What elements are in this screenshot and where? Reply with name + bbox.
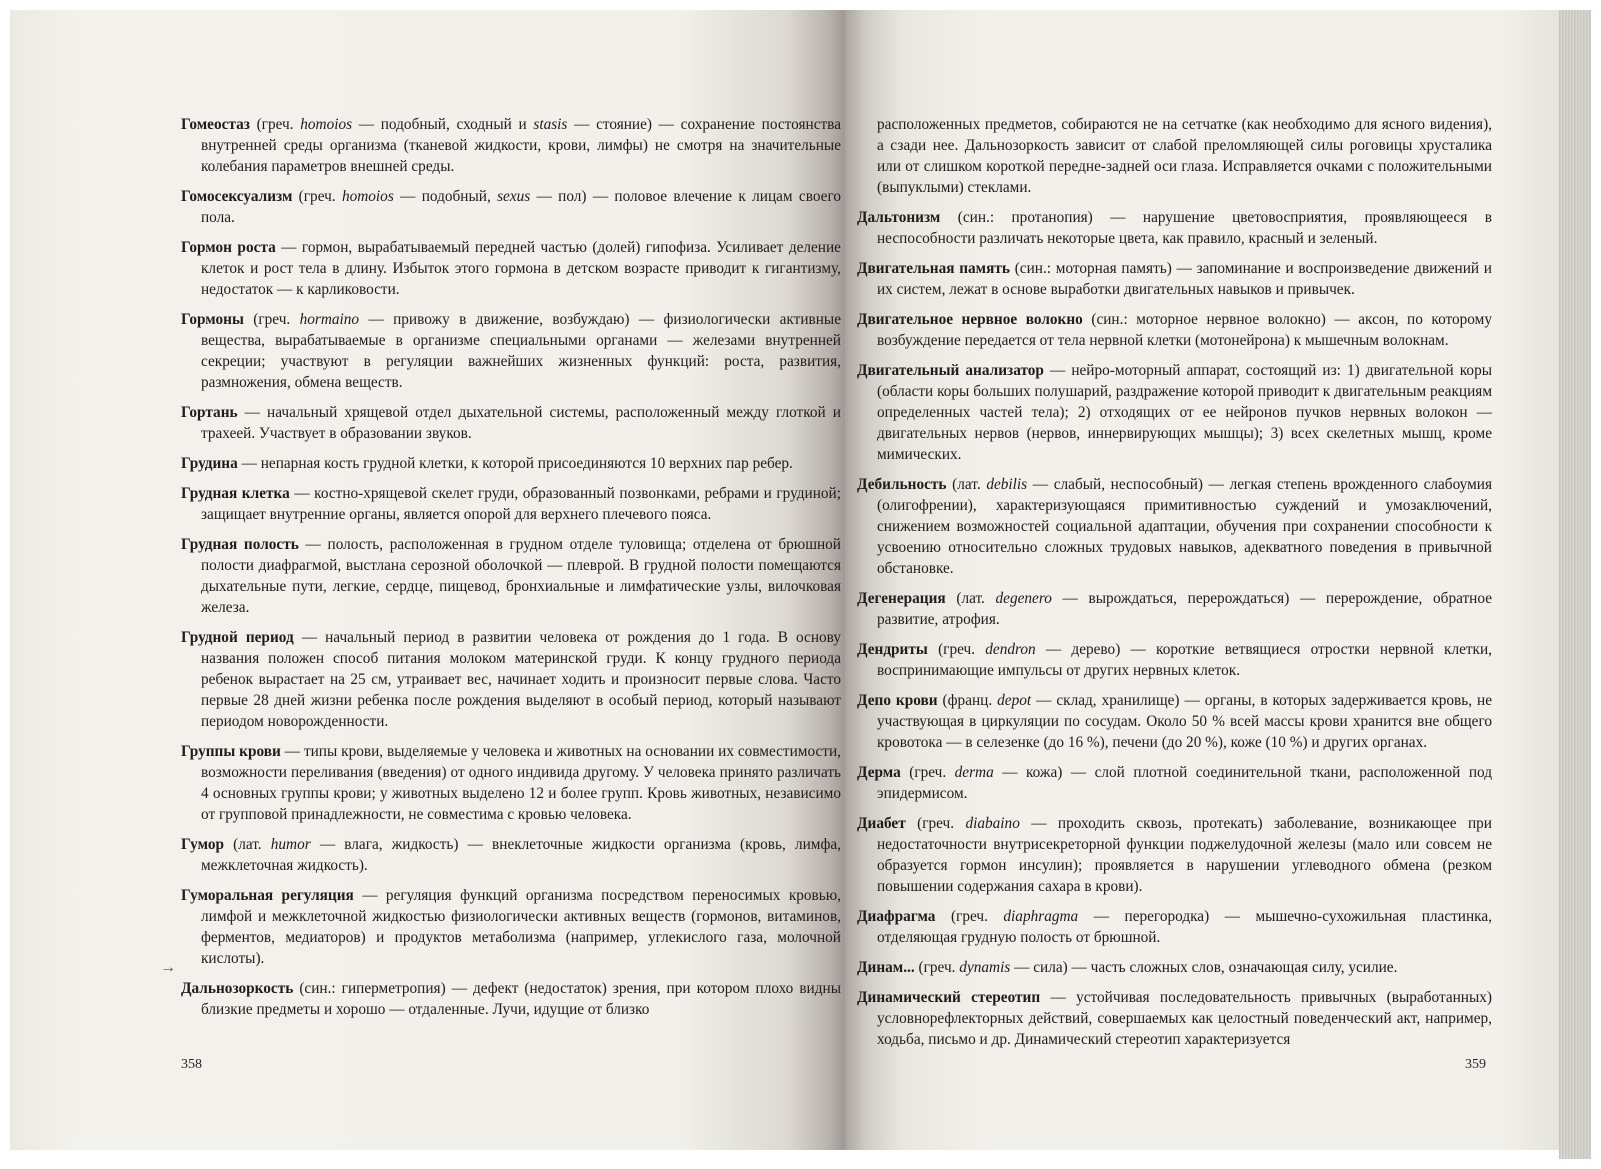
etymology-word: depot — [997, 692, 1032, 709]
glossary-entry — [857, 309, 1492, 351]
entry-definition: — регуляция функций организма посредством переносимых кровью, лимфой и межклеточной жидкостью физиологически активных веществ (гормонов, витаминов, ферментов, медиаторов) и продуктов метаболизма (например, углекислого газа, молочной кислоты). — [201, 887, 841, 967]
entry-term: Гуморальная регуляция — [181, 887, 354, 904]
page-edges — [1559, 10, 1591, 1159]
entry-definition: — кожа) — слой плотной соединительной ткани, расположенной под эпидермисом. — [877, 764, 1492, 802]
entry-term: Гортань — [181, 404, 238, 421]
right-page — [845, 10, 1559, 1150]
entry-term: Грудной период — [181, 629, 294, 646]
entry-term: Динам... — [857, 959, 915, 976]
entry-definition: — непарная кость грудной клетки, к которой присоединяются 10 верхних пар ребер. — [237, 455, 793, 472]
entry-definition: — сила) — часть сложных слов, означающая силу, усилие. — [1010, 959, 1398, 976]
entry-term: Дендриты — [857, 641, 928, 658]
entry-term: Грудина — [181, 455, 238, 472]
entry-definition: (син.: моторное нервное волокно) — аксон, по которому возбуждение передается от тела нервной клетки (мотонейрона) к мышечным волокнам. — [877, 311, 1492, 349]
entry-definition: — влага, жидкость) — внеклеточные жидкости организма (кровь, лимфа, межклеточная жидкость). — [201, 836, 841, 874]
entry-definition: — типы крови, выделяемые у человека и животных на основании их совместимости, возможности переливания (введения) от одного индивида другому. У человека принято различать 4 основных группы крови; у животных выделено 12 и более групп. Кровь животных, независимо от групповой принадлежности, не совместима с кровью человека. — [201, 743, 841, 823]
entry-term: Дегенерация — [857, 590, 946, 607]
entry-definition: (греч. — [935, 908, 1004, 925]
entry-definition: (греч. — [292, 188, 342, 205]
etymology-word: dendron — [985, 641, 1036, 658]
entry-definition: — слабый, неспособный) — легкая степень врожденного слабоумия (олигофрении), характеризующаяся примитивностью суждений и умозаключений, снижением возможностей социальной адаптации, обучения при сохранении способности к усвоению относительно сложных трудовых навыков, адекватного поведения в привычной обстановке. — [877, 476, 1492, 577]
entry-term: Гомеостаз — [181, 116, 250, 133]
etymology-word: humor — [270, 836, 311, 853]
entry-definition: (греч. — [243, 311, 300, 328]
entry-definition: (син.: протанопия) — нарушение цветовосприятия, проявляющееся в неспособности различать некоторые цвета, как правило, красный и зеленый. — [877, 209, 1492, 247]
page-number-right: 359 — [1465, 1057, 1486, 1072]
etymology-word: diabaino — [965, 815, 1020, 832]
glossary-entry — [181, 114, 841, 177]
glossary-entry — [181, 834, 841, 876]
entry-term: Грудная полость — [181, 536, 299, 553]
entry-term: Двигательное нервное волокно — [857, 311, 1083, 328]
glossary-entry — [857, 588, 1492, 630]
entry-definition: — привожу в движение, возбуждаю) — физиологически активные вещества, вырабатываемые в организме специальными органами — железами внутренней секреции; участвуют в регуляции важнейших жизненных функций: роста, развития, размножения, обмена веществ. — [201, 311, 841, 391]
entry-definition: (греч. — [249, 116, 301, 133]
glossary-entry — [181, 885, 841, 969]
entry-term: Диабет — [857, 815, 906, 832]
entry-definition: — полость, расположенная в грудном отделе туловища; отделена от брюшной полости диафрагмой, выстлана серозной оболочкой — плеврой. В грудной полости помещаются дыхательные пути, легкие, сердце, пищевод, бронхиальные и лимфатические узлы, вилочковая железа. — [201, 536, 841, 616]
glossary-entry — [181, 237, 841, 300]
etymology-word: homoios — [341, 188, 394, 205]
entry-term: Грудная клетка — [181, 485, 290, 502]
etymology-word: homoios — [300, 116, 353, 133]
glossary-entry — [181, 309, 841, 393]
etymology-word: hormaino — [299, 311, 360, 328]
etymology-word: sexus — [497, 188, 531, 205]
glossary-entry — [181, 741, 841, 825]
entry-definition: — пол) — половое влечение к лицам своего пола. — [201, 188, 841, 226]
glossary-entry — [181, 483, 841, 525]
right-entry-list — [857, 207, 1559, 1050]
entry-definition: — нейро-моторный аппарат, состоящий из: 1) двигательной коры (области коры больших полушарий, раздражение которой приводит к двигательным реакциям определенных частей тела); 2) отходящих от ее нейронов пучков нервных волокон — двигательных нервов (нервов, иннервирующих мышцы); 3) всех скелетных мышц, кроме мимических. — [877, 362, 1492, 463]
entry-definition: — вырождаться, перерождаться) — перерождение, обратное развитие, атрофия. — [877, 590, 1492, 628]
entry-term: Гормон роста — [181, 239, 276, 256]
glossary-entry — [181, 534, 841, 618]
entry-definition: — склад, хранилище) — органы, в которых задерживается кровь, не участвующая в циркуляции по сосудам. Около 50 % всей массы крови хранится вне общего кровотока — в селезенке (до 16 %), печени (до 20 %), коже (10 %) и других органах. — [877, 692, 1493, 751]
glossary-entry — [857, 474, 1492, 579]
entry-definition: — перегородка) — мышечно-сухожильная пластинка, отделяющая грудную полость от брюшной. — [877, 908, 1492, 946]
entry-definition: (син.: моторная память) — запоминание и воспроизведение движений и их систем, лежат в основе выработки двигательных навыков и привычек. — [877, 260, 1492, 298]
left-entry-list — [181, 114, 845, 1020]
entry-term: Группы крови — [181, 743, 281, 760]
entry-definition: (лат. — [945, 590, 996, 607]
glossary-entry — [181, 627, 841, 732]
entry-definition: (франц. — [937, 692, 998, 709]
entry-definition: (лат. — [223, 836, 271, 853]
glossary-entry — [181, 978, 841, 1020]
entry-definition: — устойчивая последовательность привычных (выработанных) условнорефлекторных действий, совершаемых как целостный поведенческий акт, например, ходьба, письмо и др. Динамический стереотип характеризуется — [877, 989, 1492, 1048]
entry-definition: — начальный хрящевой отдел дыхательной системы, расположенный между глоткой и трахеей. Участвует в образовании звуков. — [201, 404, 841, 442]
entry-term: Двигательный анализатор — [857, 362, 1044, 379]
etymology-word: diaphragma — [1003, 908, 1079, 925]
left-page — [10, 10, 845, 1150]
entry-definition: — проходить сквозь, протекать) заболевание, возникающее при недостаточности внутрисекреторной функции поджелудочной железы (мало или совсем не образуется гормон инсулин); проявляется в нарушении углеводного обмена (резком повышении содержания сахара в крови). — [877, 815, 1492, 895]
glossary-entry — [857, 813, 1492, 897]
glossary-entry — [857, 957, 1492, 978]
entry-term: Гомосексуализм — [181, 188, 293, 205]
etymology-word: degenero — [995, 590, 1052, 607]
entry-definition: (греч. — [927, 641, 986, 658]
glossary-entry — [857, 690, 1492, 753]
glossary-entry — [857, 762, 1492, 804]
etymology-word: debilis — [986, 476, 1028, 493]
entry-definition: — костно-хрящевой скелет груди, образованный позвонками, ребрами и грудиной; защищает внутренние органы, является опорой для верхнего плечевого пояса. — [201, 485, 841, 523]
glossary-entry — [181, 186, 841, 228]
entry-definition: (греч. — [905, 815, 966, 832]
etymology-word: derma — [954, 764, 994, 781]
entry-term: Дальтонизм — [857, 209, 941, 226]
entry-term: Гормоны — [181, 311, 244, 328]
entry-term: Диафрагма — [857, 908, 936, 925]
entry-definition: (греч. — [900, 764, 955, 781]
entry-term: Дерма — [857, 764, 901, 781]
entry-definition: — дерево) — короткие ветвящиеся отростки нервной клетки, воспринимающие импульсы от других нервных клеток. — [877, 641, 1492, 679]
glossary-entry — [857, 906, 1492, 948]
page-number-left: 358 — [181, 1057, 202, 1072]
open-book — [10, 10, 1591, 1159]
etymology-word: dynamis — [959, 959, 1011, 976]
glossary-entry — [857, 258, 1492, 300]
entry-term: Гумор — [181, 836, 224, 853]
glossary-entry — [181, 453, 841, 474]
glossary-entry — [181, 402, 841, 444]
glossary-entry — [857, 987, 1492, 1050]
entry-definition: (син.: гиперметропия) — дефект (недостаток) зрения, при котором плохо видны близкие предметы и хорошо — отдаленные. Лучи, идущие от близко — [201, 980, 841, 1018]
glossary-entry — [857, 207, 1492, 249]
entry-term: Депо крови — [857, 692, 938, 709]
entry-definition: — гормон, вырабатываемый передней частью (долей) гипофиза. Усиливает деление клеток и рост тела в длину. Избыток этого гормона в детском возрасте приводит к гигантизму, недостаток — к карликовости. — [201, 239, 841, 298]
etymology-word: stasis — [533, 116, 568, 133]
entry-definition: (греч. — [914, 959, 960, 976]
entry-definition: — подобный, сходный и — [352, 116, 534, 133]
entry-definition: — подобный, — [393, 188, 498, 205]
entry-term: Дебильность — [857, 476, 947, 493]
entry-term: Динамический стереотип — [857, 989, 1041, 1006]
glossary-entry — [857, 639, 1492, 681]
continuation-text: расположенных предметов, собираются не на сетчатке (как необходимо для ясного видения), а сзади нее. Дальнозоркость зависит от слабой преломляющей силы роговицы хрусталика или от слишком короткой передне-задней оси глаза. Исправляется очками с положительными (выпуклыми) стеклами. — [877, 116, 1492, 196]
entry-definition: — начальный период в развитии человека от рождения до 1 года. В основу названия положен способ питания молоком материнской груди. К концу грудного периода ребенок вырастает на 25 см, утраивает вес, начинает ходить и произносит первые слова. Часто первые 28 дней жизни ребенка после рождения выделяют в особый период, который называют периодом новорожденности. — [201, 629, 841, 730]
margin-arrow-mark: → — [160, 959, 176, 976]
glossary-entry — [857, 360, 1492, 465]
entry-term: Двигательная память — [857, 260, 1010, 277]
entry-definition: — стояние) — сохранение постоянства внутренней среды организма (тканевой жидкости, крови, лимфы) не смотря на значительные колебания параметров внешней среды. — [201, 116, 841, 175]
entry-definition: (лат. — [946, 476, 987, 493]
entry-term: Дальнозоркость — [181, 980, 294, 997]
